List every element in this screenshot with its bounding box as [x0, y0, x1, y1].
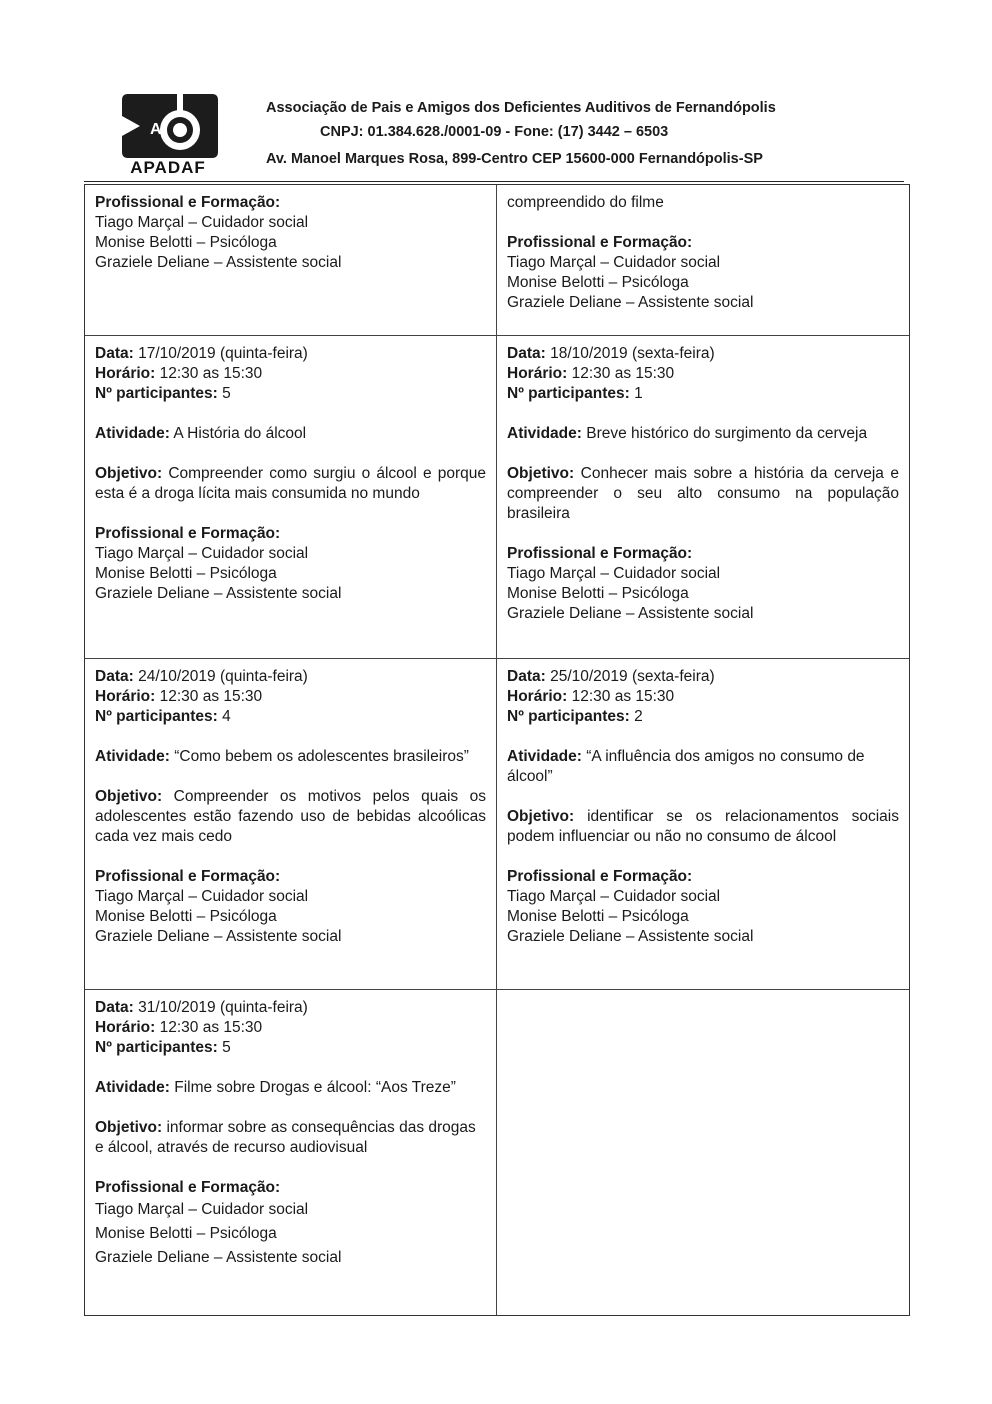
- staff-member: Tiago Marçal – Cuidador social: [507, 888, 721, 905]
- time-value: 12:30 as 15:30: [159, 365, 263, 382]
- activity-value: Filme sobre Drogas e álcool: “Aos Treze”: [174, 1079, 456, 1096]
- logo-wordmark: APADAF: [130, 158, 206, 177]
- objective-label: Objetivo:: [95, 465, 163, 482]
- professional-label: Profissional e Formação:: [507, 868, 693, 885]
- table-row: [85, 659, 909, 990]
- continuation-text: compreendido do filme: [507, 194, 664, 211]
- table-row: [85, 185, 909, 336]
- staff-list: [507, 253, 899, 313]
- staff-member: Graziele Deliane – Assistente social: [95, 254, 342, 271]
- objective-value: identificar se os relacionamentos sociais podem influenciar ou não no consumo de álcool: [507, 808, 899, 845]
- staff-member: Graziele Deliane – Assistente social: [95, 1249, 342, 1266]
- date-value: 24/10/2019 (quinta-feira): [138, 668, 308, 685]
- activity-label: Atividade:: [95, 1079, 170, 1096]
- staff-member: Tiago Marçal – Cuidador social: [95, 888, 309, 905]
- professional-label: Profissional e Formação:: [507, 545, 693, 562]
- professional-label: Profissional e Formação:: [95, 1179, 281, 1196]
- staff-member: Tiago Marçal – Cuidador social: [95, 214, 309, 231]
- staff-list: [507, 887, 899, 947]
- participants-value: 5: [222, 1039, 231, 1056]
- time-label: Horário:: [95, 1019, 156, 1036]
- staff-list: [95, 213, 486, 273]
- staff-list: [95, 887, 486, 947]
- participants-label: Nº participantes:: [95, 708, 218, 725]
- table-row: [85, 336, 909, 659]
- activities-table: [84, 184, 910, 1316]
- date-label: Data:: [507, 668, 546, 685]
- empty-cell: [497, 990, 909, 1315]
- objective-value: informar sobre as consequências das drogas e álcool, através de recurso audiovisual: [95, 1119, 476, 1156]
- time-label: Horário:: [507, 365, 568, 382]
- activity-value: “Como bebem os adolescentes brasileiros”: [174, 748, 469, 765]
- professional-label: Profissional e Formação:: [507, 234, 693, 251]
- professional-label: Profissional e Formação:: [95, 525, 281, 542]
- professional-label: Profissional e Formação:: [95, 194, 281, 211]
- letterhead: [0, 0, 992, 190]
- activity-entry-24-10: [85, 659, 497, 989]
- continuation-right-cell: [497, 185, 909, 335]
- activity-value: Breve histórico do surgimento da cerveja: [586, 425, 868, 442]
- activity-label: Atividade:: [95, 425, 170, 442]
- staff-member: Graziele Deliane – Assistente social: [507, 605, 754, 622]
- time-label: Horário:: [507, 688, 568, 705]
- organization-address: Av. Manoel Marques Rosa, 899-Centro CEP 15600-000 Fernandópolis-SP: [266, 151, 763, 167]
- date-value: 25/10/2019 (sexta-feira): [550, 668, 715, 685]
- staff-list: [507, 564, 899, 624]
- participants-value: 1: [634, 385, 643, 402]
- activity-label: Atividade:: [95, 748, 170, 765]
- staff-member: Monise Belotti – Psicóloga: [95, 565, 277, 582]
- apadaf-logo: [116, 90, 220, 180]
- time-label: Horário:: [95, 365, 156, 382]
- staff-member: Monise Belotti – Psicóloga: [507, 908, 689, 925]
- activity-entry-18-10: [497, 336, 909, 658]
- objective-label: Objetivo:: [507, 808, 575, 825]
- time-label: Horário:: [95, 688, 156, 705]
- objective-value: Conhecer mais sobre a história da cerveja e compreender o seu alto consumo na população brasileira: [507, 465, 899, 522]
- date-value: 18/10/2019 (sexta-feira): [550, 345, 715, 362]
- objective-label: Objetivo:: [95, 788, 163, 805]
- table-row: [85, 990, 909, 1315]
- date-label: Data:: [95, 668, 134, 685]
- staff-member: Graziele Deliane – Assistente social: [507, 928, 754, 945]
- time-value: 12:30 as 15:30: [571, 688, 675, 705]
- date-label: Data:: [507, 345, 546, 362]
- objective-label: Objetivo:: [507, 465, 575, 482]
- date-value: 17/10/2019 (quinta-feira): [138, 345, 308, 362]
- staff-member: Tiago Marçal – Cuidador social: [95, 545, 309, 562]
- objective-value: Compreender os motivos pelos quais os adolescentes estão fazendo uso de bebidas alcoólicas cada vez mais cedo: [95, 788, 486, 845]
- apadaf-logo-icon: [116, 90, 220, 160]
- organization-cnpj-phone: CNPJ: 01.384.628./0001-09 - Fone: (17) 3442 – 6503: [320, 124, 669, 140]
- staff-member: Monise Belotti – Psicóloga: [507, 585, 689, 602]
- staff-member: Monise Belotti – Psicóloga: [95, 908, 277, 925]
- staff-member: Monise Belotti – Psicóloga: [95, 1225, 277, 1242]
- participants-value: 2: [634, 708, 643, 725]
- professional-label: Profissional e Formação:: [95, 868, 281, 885]
- staff-member: Tiago Marçal – Cuidador social: [95, 1201, 309, 1218]
- header-divider: [84, 181, 904, 182]
- objective-value: Compreender como surgiu o álcool e porque esta é a droga lícita mais consumida no mundo: [95, 465, 486, 502]
- staff-member: Monise Belotti – Psicóloga: [507, 274, 689, 291]
- organization-name: Associação de Pais e Amigos dos Deficientes Auditivos de Fernandópolis: [266, 100, 776, 116]
- activity-value: “A influência dos amigos no consumo de álcool”: [507, 748, 865, 785]
- participants-label: Nº participantes:: [507, 385, 630, 402]
- participants-label: Nº participantes:: [95, 385, 218, 402]
- staff-member: Graziele Deliane – Assistente social: [507, 294, 754, 311]
- activity-entry-25-10: [497, 659, 909, 989]
- participants-value: 4: [222, 708, 231, 725]
- objective-label: Objetivo:: [95, 1119, 163, 1136]
- participants-value: 5: [222, 385, 231, 402]
- date-value: 31/10/2019 (quinta-feira): [138, 999, 308, 1016]
- continuation-left-cell: [85, 185, 497, 335]
- activity-label: Atividade:: [507, 748, 582, 765]
- date-label: Data:: [95, 345, 134, 362]
- participants-label: Nº participantes:: [507, 708, 630, 725]
- activity-entry-31-10: [85, 990, 497, 1315]
- activity-entry-17-10: [85, 336, 497, 658]
- time-value: 12:30 as 15:30: [159, 1019, 263, 1036]
- participants-label: Nº participantes:: [95, 1039, 218, 1056]
- staff-member: Graziele Deliane – Assistente social: [95, 585, 342, 602]
- date-label: Data:: [95, 999, 134, 1016]
- staff-list: [95, 544, 486, 604]
- staff-member: Graziele Deliane – Assistente social: [95, 928, 342, 945]
- time-value: 12:30 as 15:30: [159, 688, 263, 705]
- staff-member: Monise Belotti – Psicóloga: [95, 234, 277, 251]
- staff-list: [95, 1198, 486, 1270]
- svg-text:A: A: [150, 121, 162, 138]
- time-value: 12:30 as 15:30: [571, 365, 675, 382]
- staff-member: Tiago Marçal – Cuidador social: [507, 565, 721, 582]
- activity-value: A História do álcool: [173, 425, 307, 442]
- staff-member: Tiago Marçal – Cuidador social: [507, 254, 721, 271]
- activity-label: Atividade:: [507, 425, 582, 442]
